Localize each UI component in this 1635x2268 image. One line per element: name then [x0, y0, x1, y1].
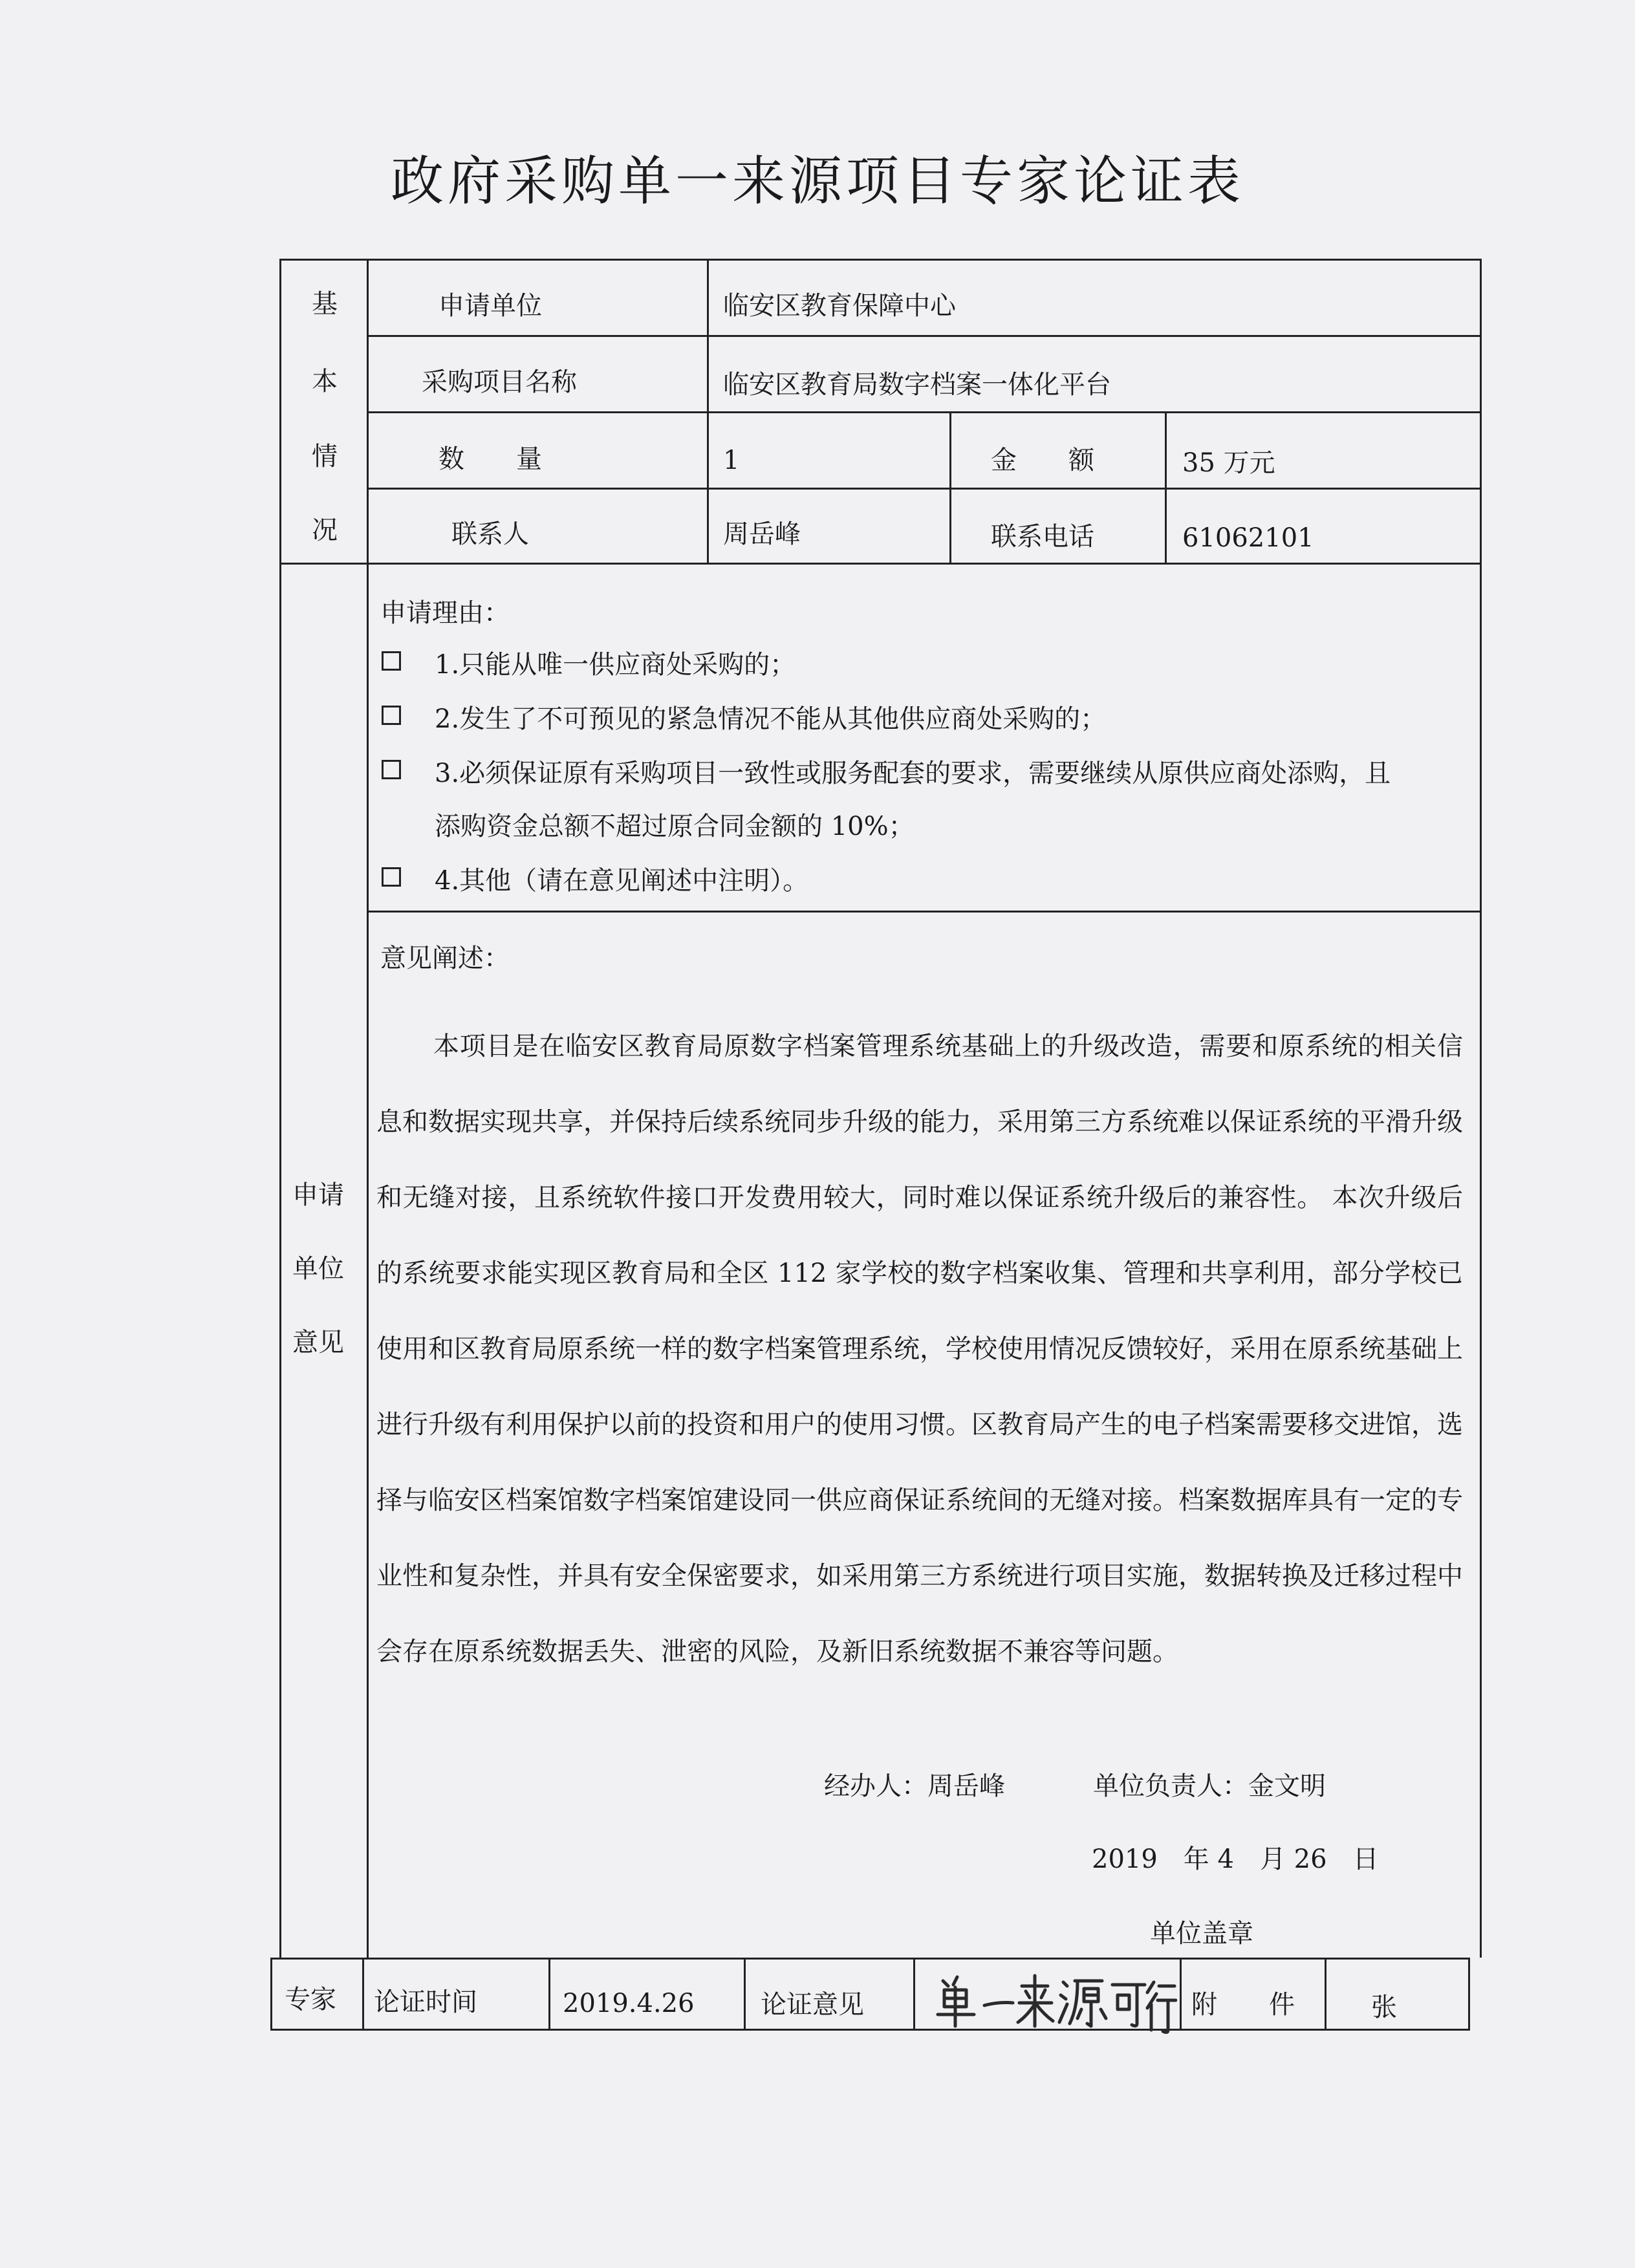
reason-item-1: 1.只能从唯一供应商处采购的；	[435, 650, 796, 680]
basic-section-label-4: 况	[312, 515, 338, 545]
basic-section-label-1: 基	[312, 289, 338, 319]
expert-label: 专家	[285, 1985, 336, 2014]
reason-item-2: 2.发生了不可预见的紧急情况不能从其他供应商处采购的；	[435, 704, 1107, 734]
phone-label: 联系电话	[991, 522, 1094, 552]
reason-item-3-continuation: 添购资金总额不超过原合同金额的 10%；	[435, 812, 915, 841]
quantity-value: 1	[723, 446, 740, 475]
attachment-label: 附 件	[1191, 1990, 1295, 2020]
argument-time-value: 2019.4.26	[563, 1989, 695, 2018]
opinion-body: 本项目是在临安区教育局原数字档案管理系统基础上的升级改造，需要和原系统的相关信息和数据实现共享，并保持后续系统同步升级的能力，采用第三方系统难以保证系统的平滑升级和无缝对接，且系统软件接口开发费用较大，同时难以保证系统升级后的兼容性。 本次升级后的系统要求能实现区教育局和全区 112 家学校的数字档案收集、管理和共享利用，部分学校已使用和区教育局原系统一样的数字档案管理系统，学校使用情况反馈较好，采用在原系统基础上进行升级有利用保护以前的投资和用户的使用习惯。区教育局产生的电子档案需要移交进馆，选择与临安区档案馆数字档案馆建设同一供应商保证系统间的无缝对接。档案数据库具有一定的专业性和复杂性，并具有安全保密要求，如采用第三方系统进行项目实施，数据转换及迁移过程中会存在原系统数据丢失、泄密的风险，及新旧系统数据不兼容等问题。	[376, 1031, 1463, 1667]
quantity-label: 数 量	[439, 444, 542, 474]
argument-time-label: 论证时间	[374, 1987, 477, 2017]
attachment-unit: 张	[1371, 1993, 1397, 2022]
reason-checkbox-2[interactable]	[382, 706, 401, 728]
handler-signature: 经办人：周岳峰	[824, 1771, 1005, 1801]
reasons-heading: 申请理由：	[380, 598, 510, 628]
unit-seal-label: 单位盖章	[1150, 1919, 1253, 1949]
reason-item-4: 4.其他（请在意见阐述中注明）。	[435, 866, 809, 896]
project-name-label: 采购项目名称	[422, 367, 577, 397]
basic-section-label-2: 本	[312, 367, 338, 396]
project-name-value: 临安区教育局数字档案一体化平台	[723, 370, 1111, 400]
opinion-section-label-1: 申请	[292, 1180, 344, 1210]
opinion-heading: 意见阐述：	[380, 944, 510, 973]
principal-signature: 单位负责人：金文明	[1093, 1771, 1326, 1801]
reason-checkbox-1[interactable]	[382, 651, 401, 673]
amount-value: 35 万元	[1182, 448, 1275, 478]
reason-item-3: 3.必须保证原有采购项目一致性或服务配套的要求，需要继续从原供应商处添购，且	[435, 759, 1391, 788]
argument-opinion-label: 论证意见	[761, 1990, 864, 2020]
applicant-label: 申请单位	[439, 291, 542, 321]
page-title: 政府采购单一来源项目专家论证表	[390, 151, 1244, 212]
phone-value: 61062101	[1182, 523, 1314, 553]
reason-checkbox-3[interactable]	[382, 760, 401, 782]
contact-value: 周岳峰	[723, 519, 801, 549]
opinion-section-label-3: 意见	[292, 1328, 344, 1357]
opinion-date: 2019 年 4 月 26 日	[1092, 1844, 1379, 1874]
handwritten-opinion-signature	[931, 1963, 1177, 2034]
applicant-value: 临安区教育保障中心	[723, 291, 956, 321]
opinion-section-label-2: 单位	[292, 1254, 344, 1284]
basic-section-label-3: 情	[312, 442, 338, 471]
contact-label: 联系人	[451, 519, 529, 549]
amount-label: 金 额	[991, 446, 1094, 475]
reason-checkbox-4[interactable]	[382, 867, 401, 889]
